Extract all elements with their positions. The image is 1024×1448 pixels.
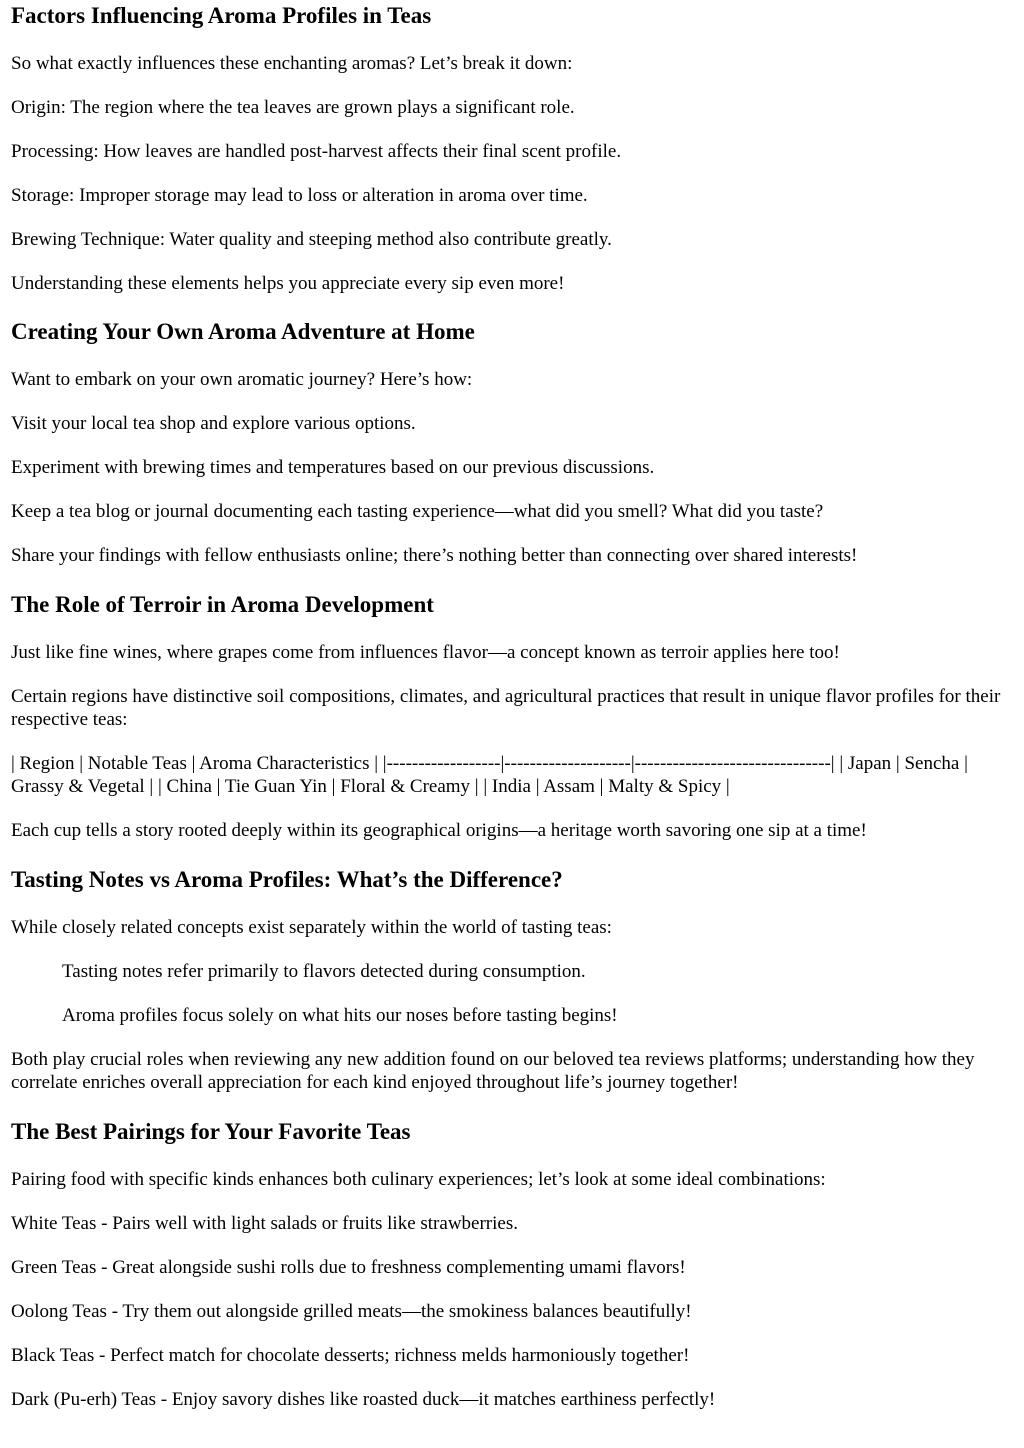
section-heading-tasting-notes: Tasting Notes vs Aroma Profiles: What’s the Difference?	[11, 867, 563, 892]
paragraph: Pairing food with specific kinds enhances both culinary experiences; let’s look at some ideal combinations:	[11, 1169, 826, 1190]
paragraph: Oolong Teas - Try them out alongside grilled meats—the smokiness balances beautifully!	[11, 1301, 692, 1322]
paragraph: Black Teas - Perfect match for chocolate desserts; richness melds harmoniously together!	[11, 1345, 690, 1366]
article	[0, 2, 1024, 1411]
paragraph: Certain regions have distinctive soil compositions, climates, and agricultural practices that result in unique flavor profiles for their respective teas:	[11, 686, 1001, 730]
section-heading-factors: Factors Influencing Aroma Profiles in Teas	[11, 3, 432, 28]
paragraph: Share your findings with fellow enthusiasts online; there’s nothing better than connecting over shared interests!	[11, 545, 858, 566]
paragraph: Both play crucial roles when reviewing any new addition found on our beloved tea reviews platforms; understanding how they correlate enriches overall appreciation for each kind enjoyed throughout life’s journey together!	[11, 1049, 975, 1093]
section-heading-terroir: The Role of Terroir in Aroma Development	[11, 592, 434, 617]
paragraph: Dark (Pu-erh) Teas - Enjoy savory dishes like roasted duck—it matches earthiness perfectly!	[11, 1389, 716, 1410]
paragraph: Visit your local tea shop and explore various options.	[11, 413, 416, 434]
paragraph: Brewing Technique: Water quality and steeping method also contribute greatly.	[11, 229, 612, 250]
indented-paragraph: Tasting notes refer primarily to flavors detected during consumption.	[62, 961, 586, 982]
paragraph: Just like fine wines, where grapes come from influences flavor—a concept known as terroir applies here too!	[11, 642, 840, 663]
terroir-table-text: | Region | Notable Teas | Aroma Characteristics | |------------------|--------------------|-------------------------------| | Japan | Sencha | Grassy & Vegetal | | China | Tie Guan Yin | Floral & Creamy | | India | Assam | Malty & Spicy |	[11, 753, 968, 797]
paragraph: So what exactly influences these enchanting aromas? Let’s break it down:	[11, 53, 573, 74]
paragraph: Processing: How leaves are handled post-harvest affects their final scent profile.	[11, 141, 622, 162]
paragraph: Want to embark on your own aromatic journey? Here’s how:	[11, 369, 473, 390]
section-heading-pairings: The Best Pairings for Your Favorite Teas	[11, 1119, 411, 1144]
paragraph: White Teas - Pairs well with light salads or fruits like strawberries.	[11, 1213, 518, 1234]
paragraph: Each cup tells a story rooted deeply within its geographical origins—a heritage worth savoring one sip at a time!	[11, 820, 867, 841]
indented-paragraph: Aroma profiles focus solely on what hits our noses before tasting begins!	[62, 1005, 618, 1026]
paragraph: Understanding these elements helps you appreciate every sip even more!	[11, 273, 565, 294]
paragraph: Storage: Improper storage may lead to loss or alteration in aroma over time.	[11, 185, 588, 206]
section-heading-adventure: Creating Your Own Aroma Adventure at Home	[11, 319, 475, 344]
paragraph: Green Teas - Great alongside sushi rolls due to freshness complementing umami flavors!	[11, 1257, 686, 1278]
paragraph: Experiment with brewing times and temperatures based on our previous discussions.	[11, 457, 655, 478]
paragraph: While closely related concepts exist separately within the world of tasting teas:	[11, 917, 612, 938]
paragraph: Origin: The region where the tea leaves are grown plays a significant role.	[11, 97, 575, 118]
paragraph: Keep a tea blog or journal documenting each tasting experience—what did you smell? What did you taste?	[11, 501, 824, 522]
